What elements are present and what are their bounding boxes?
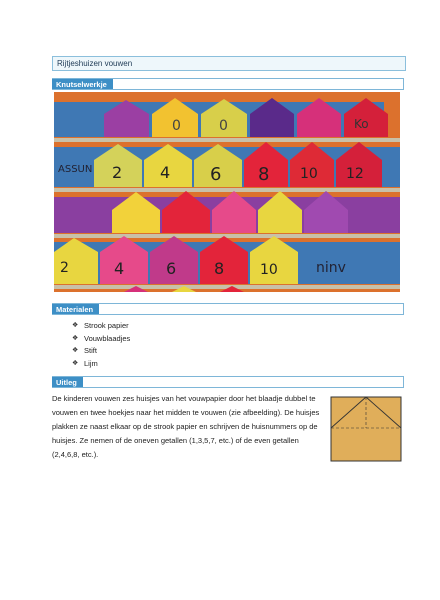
material-label: Stift [84,346,97,355]
photo-label: ASSUN [58,164,93,175]
photo-label: 10 [260,262,278,278]
section-materialen [52,303,404,315]
photo-label: ninv [316,260,346,276]
craft-photo-illustration [54,92,400,292]
photo-label: 8 [214,259,225,278]
section-knutselwerkje-label: Knutselwerkje [52,79,113,89]
craft-photo [54,92,400,292]
materials-list [72,320,130,370]
photo-label: 6 [210,164,222,185]
photo-label: 10 [300,166,318,182]
material-label: Strook papier [84,321,129,330]
photo-label: 4 [114,259,125,278]
photo-label: 6 [166,259,177,278]
uitleg-paragraph: De kinderen vouwen zes huisjes van het vouwpapier door het blaadje dubbel te vouwen en twee hoekjes naar het midden te vouwen (zie afbeelding). De huisjes plakken ze naast elkaar op de strook papier en schrijven de huisnummers op de huisjes. Ze nemen of de oneven getallen (1,3,5,7, etc.) of de even getallen (2,4,6,8, etc.). [52,394,320,459]
fold-diagram-illustration [330,396,402,462]
list-item [72,320,130,333]
section-uitleg-label: Uitleg [52,377,83,387]
diamond-bullet-icon: ❖ [72,347,79,354]
photo-label: 8 [258,164,270,185]
section-knutselwerkje [52,78,404,90]
section-uitleg [52,376,404,388]
diamond-bullet-icon: ❖ [72,334,79,342]
photo-label: 0 [172,118,181,134]
document-title: Rijtjeshuizen vouwen [52,56,406,71]
section-materialen-label: Materialen [52,304,99,314]
diamond-bullet-icon: ❖ [72,322,79,329]
photo-label: 2 [112,163,123,182]
photo-label: Ko [354,117,369,131]
photo-label: 0 [219,118,228,134]
photo-label: 4 [160,163,171,182]
diamond-bullet-icon: ❖ [72,359,79,367]
list-item [72,358,130,371]
photo-label: 2 [60,260,69,276]
folding-diagram [330,396,402,462]
list-item [72,345,130,358]
material-label: Lijm [84,358,98,368]
photo-label: 12 [346,166,364,182]
list-item [72,333,130,346]
material-label: Vouwblaadjes [84,333,131,343]
